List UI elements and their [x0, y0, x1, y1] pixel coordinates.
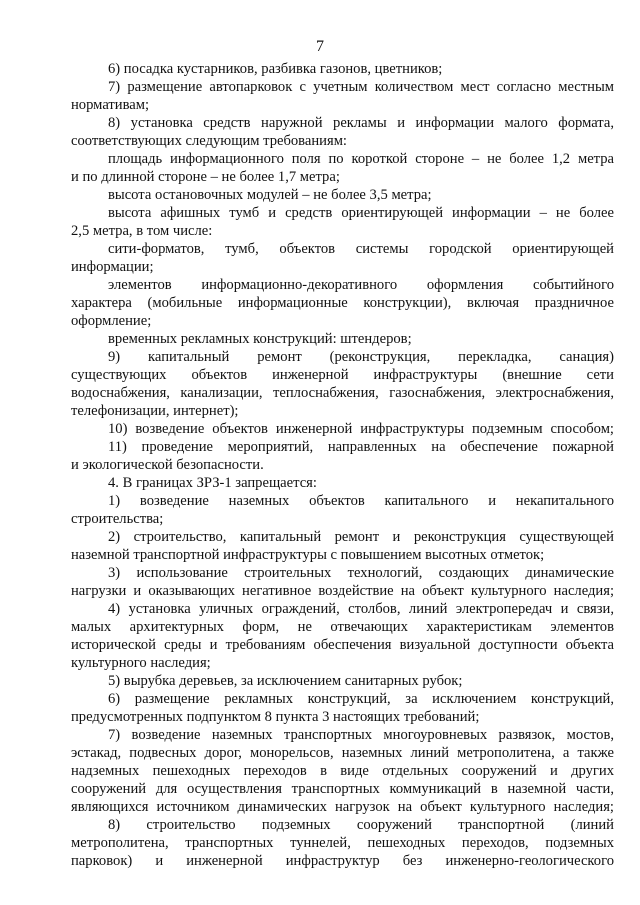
text-line: телефонизации, интернет); — [71, 403, 239, 419]
text-line: 7) размещение автопарковок с учетным количеством мест согласно местным — [108, 79, 614, 95]
page-number: 7 — [316, 38, 324, 55]
text-line: и по длинной стороне – не более 1,7 метра; — [71, 169, 340, 185]
text-line: информации; — [71, 259, 154, 275]
text-line: 6) посадка кустарников, разбивка газонов, цветников; — [108, 61, 443, 77]
text-line: временных рекламных конструкций: штендеров; — [108, 331, 412, 347]
text-line: надземных пешеходных переходов в виде отдельных сооружений и других — [71, 763, 614, 779]
document-body — [71, 60, 614, 870]
text-line: сооружений для осуществления транспортных коммуникаций в наземной части, — [71, 781, 614, 797]
text-line: 4) установка уличных ограждений, столбов, линий электропередач и связи, — [108, 601, 614, 617]
text-line: 10) возведение объектов инженерной инфраструктуры подземным способом; — [108, 421, 614, 437]
text-line: 8) установка средств наружной рекламы и информации малого формата, — [108, 115, 614, 131]
text-line: предусмотренных подпунктом 8 пункта 3 настоящих требований; — [71, 709, 480, 725]
text-line: сити-форматов, тумб, объектов системы городской ориентирующей — [108, 241, 614, 257]
text-line: 4. В границах ЗРЗ-1 запрещается: — [108, 475, 317, 491]
text-line: 2,5 метра, в том числе: — [71, 223, 213, 239]
text-line: 5) вырубка деревьев, за исключением санитарных рубок; — [108, 673, 463, 689]
text-line: 6) размещение рекламных конструкций, за исключением конструкций, — [108, 691, 614, 707]
text-line: строительства; — [71, 511, 164, 527]
text-line: 8) строительство подземных сооружений транспортной (линий — [108, 817, 614, 833]
text-line: высота остановочных модулей – не более 3,5 метра; — [108, 187, 432, 203]
text-line: метрополитена, транспортных туннелей, пешеходных переходов, подземных — [71, 835, 614, 851]
text-line: нагрузки и оказывающих негативное воздействие на объект культурного наследия; — [71, 583, 614, 599]
text-line: культурного наследия; — [71, 655, 211, 671]
text-line: оформление; — [71, 313, 152, 329]
text-line: характера (мобильные информационные конструкции), включая праздничное — [71, 295, 614, 311]
text-line: и экологической безопасности. — [71, 457, 264, 473]
text-line: элементов информационно-декоративного оформления событийного — [108, 277, 614, 293]
text-line: являющихся источником динамических нагрузок на объект культурного наследия; — [71, 799, 614, 815]
text-line: высота афишных тумб и средств ориентирующей информации – не более — [108, 205, 614, 221]
text-line: малых архитектурных форм, не отвечающих характеристикам элементов — [71, 619, 614, 635]
text-line: водоснабжения, канализации, теплоснабжения, газоснабжения, электроснабжения, — [71, 385, 614, 401]
text-line: 2) строительство, капитальный ремонт и реконструкция существующей — [108, 529, 614, 545]
text-line: 1) возведение наземных объектов капитального и некапитального — [108, 493, 614, 509]
text-line: 11) проведение мероприятий, направленных на обеспечение пожарной — [108, 439, 614, 455]
text-line: существующих объектов инженерной инфраструктуры (внешние сети — [71, 367, 614, 383]
text-line: площадь информационного поля по короткой стороне – не более 1,2 метра — [108, 151, 614, 167]
text-line: 7) возведение наземных транспортных многоуровневых развязок, мостов, — [108, 727, 614, 743]
text-line: нормативам; — [71, 97, 150, 113]
text-line: исторической среды и требованиям обеспечения визуальной доступности объекта — [71, 637, 614, 653]
text-line: соответствующих следующим требованиям: — [71, 133, 347, 149]
text-line: эстакад, подвесных дорог, монорельсов, наземных линий метрополитена, а также — [71, 745, 614, 761]
text-line: 9) капитальный ремонт (реконструкция, перекладка, санация) — [108, 349, 614, 365]
text-line: наземной транспортной инфраструктуры с повышением высотных отметок; — [71, 547, 545, 563]
text-line: 3) использование строительных технологий, создающих динамические — [108, 565, 614, 581]
text-line: парковок) и инженерной инфраструктур без инженерно-геологического — [71, 853, 614, 869]
